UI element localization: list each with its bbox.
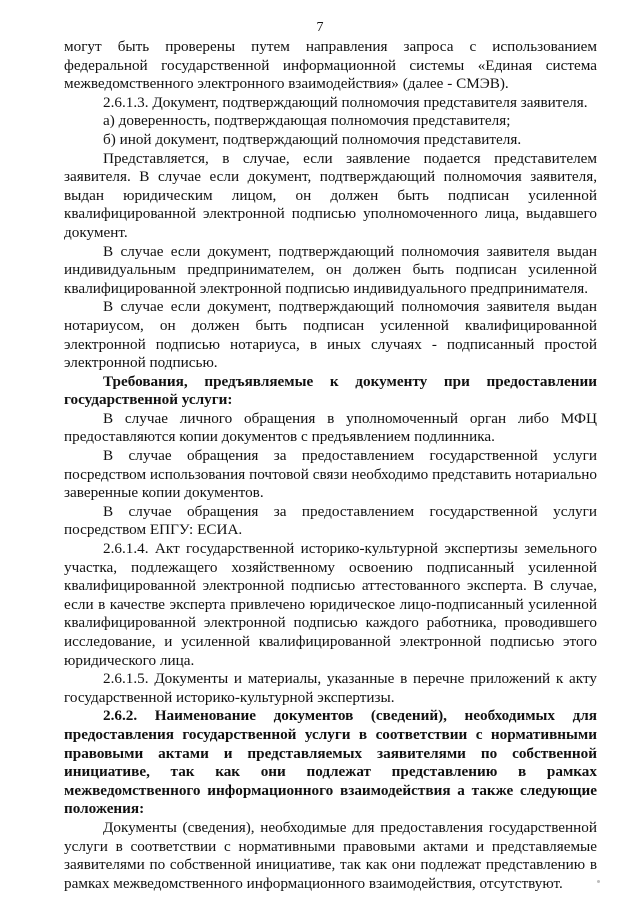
page-number: 7 xyxy=(316,20,324,35)
paragraph-2-6-1-5: 2.6.1.5. Документы и материалы, указанные в перечне приложений к акту государственной историко-культурной экспертизы. xyxy=(64,670,597,706)
paragraph-documents-absent: Документы (сведения), необходимые для предоставления государственной услуги в соответствии с нормативными правовыми актами и представляемые заявителями по собственной инициативе, так как они подлежат представлению в рамках межведомственного информационного взаимодействия, отсутствуют. xyxy=(64,818,597,892)
paragraph-2-6-1-4: 2.6.1.4. Акт государственной историко-культурной экспертизы земельного участка, подлежащего хозяйственному освоению подписанный усиленной квалифицированной электронной подписью аттестованного эксперта. В случае, если в качестве эксперта привлечено юридическое лицо-подписанный усиленной квалифицированной электронной подписью каждого работника, проводившего исследование, и усиленной квалифицированной электронной подписью этого юридического лица. xyxy=(64,540,597,669)
paragraph-item-b: б) иной документ, подтверждающий полномочия представителя. xyxy=(103,130,522,148)
page-content xyxy=(64,38,597,893)
paragraph-2-6-1-3: 2.6.1.3. Документ, подтверждающий полномочия представителя заявителя. xyxy=(103,93,588,111)
paragraph-smev-continuation: могут быть проверены путем направления запроса с использованием федеральной государственной информационной системы «Единая система межведомственного электронного взаимодействия» (далее - СМЭВ). xyxy=(64,38,597,93)
paragraph-postal-appeal: В случае обращения за предоставлением государственной услуги посредством использования почтовой связи необходимо представить нотариально заверенные копии документов. xyxy=(64,447,597,502)
paragraph-notary: В случае если документ, подтверждающий полномочия заявителя выдан нотариусом, он должен быть подписан усиленной квалифицированной электронной подписью нотариуса, в иных случаях - подписанный простой электронной подписью. xyxy=(64,298,597,372)
paragraph-individual-entrepreneur: В случае если документ, подтверждающий полномочия заявителя выдан индивидуальным предпринимателем, он должен быть подписан усиленной квалифицированной электронной подписью индивидуального предпринимателя. xyxy=(64,242,597,297)
paragraph-item-a: а) доверенность, подтверждающая полномочия представителя; xyxy=(103,112,511,130)
paragraph-personal-appeal: В случае личного обращения в уполномоченный орган либо МФЦ предоставляются копии документов с предъявлением подлинника. xyxy=(64,409,597,446)
heading-document-requirements: Требования, предъявляемые к документу при предоставлении государственной услуги: xyxy=(64,372,597,409)
paragraph-representative-legal-entity: Представляется, в случае, если заявление подается представителем заявителя. В случае если документ, подтверждающий полномочия заявителя, выдан юридическим лицом, он должен быть подписан усиленной квалифицированной электронной подписью уполномоченного лица, выдавшего документ. xyxy=(64,149,597,241)
scan-artifact-dot xyxy=(597,880,600,883)
paragraph-epgu-appeal: В случае обращения за предоставлением государственной услуги посредством ЕПГУ: ЕСИА. xyxy=(64,502,597,539)
heading-2-6-2: 2.6.2. Наименование документов (сведений), необходимых для предоставления государственной услуги в соответствии с нормативными правовыми актами и представляемых заявителями по собственной инициативе, так как они подлежат представлению в рамках межведомственного информационного взаимодействия а также следующие положения: xyxy=(64,707,597,818)
